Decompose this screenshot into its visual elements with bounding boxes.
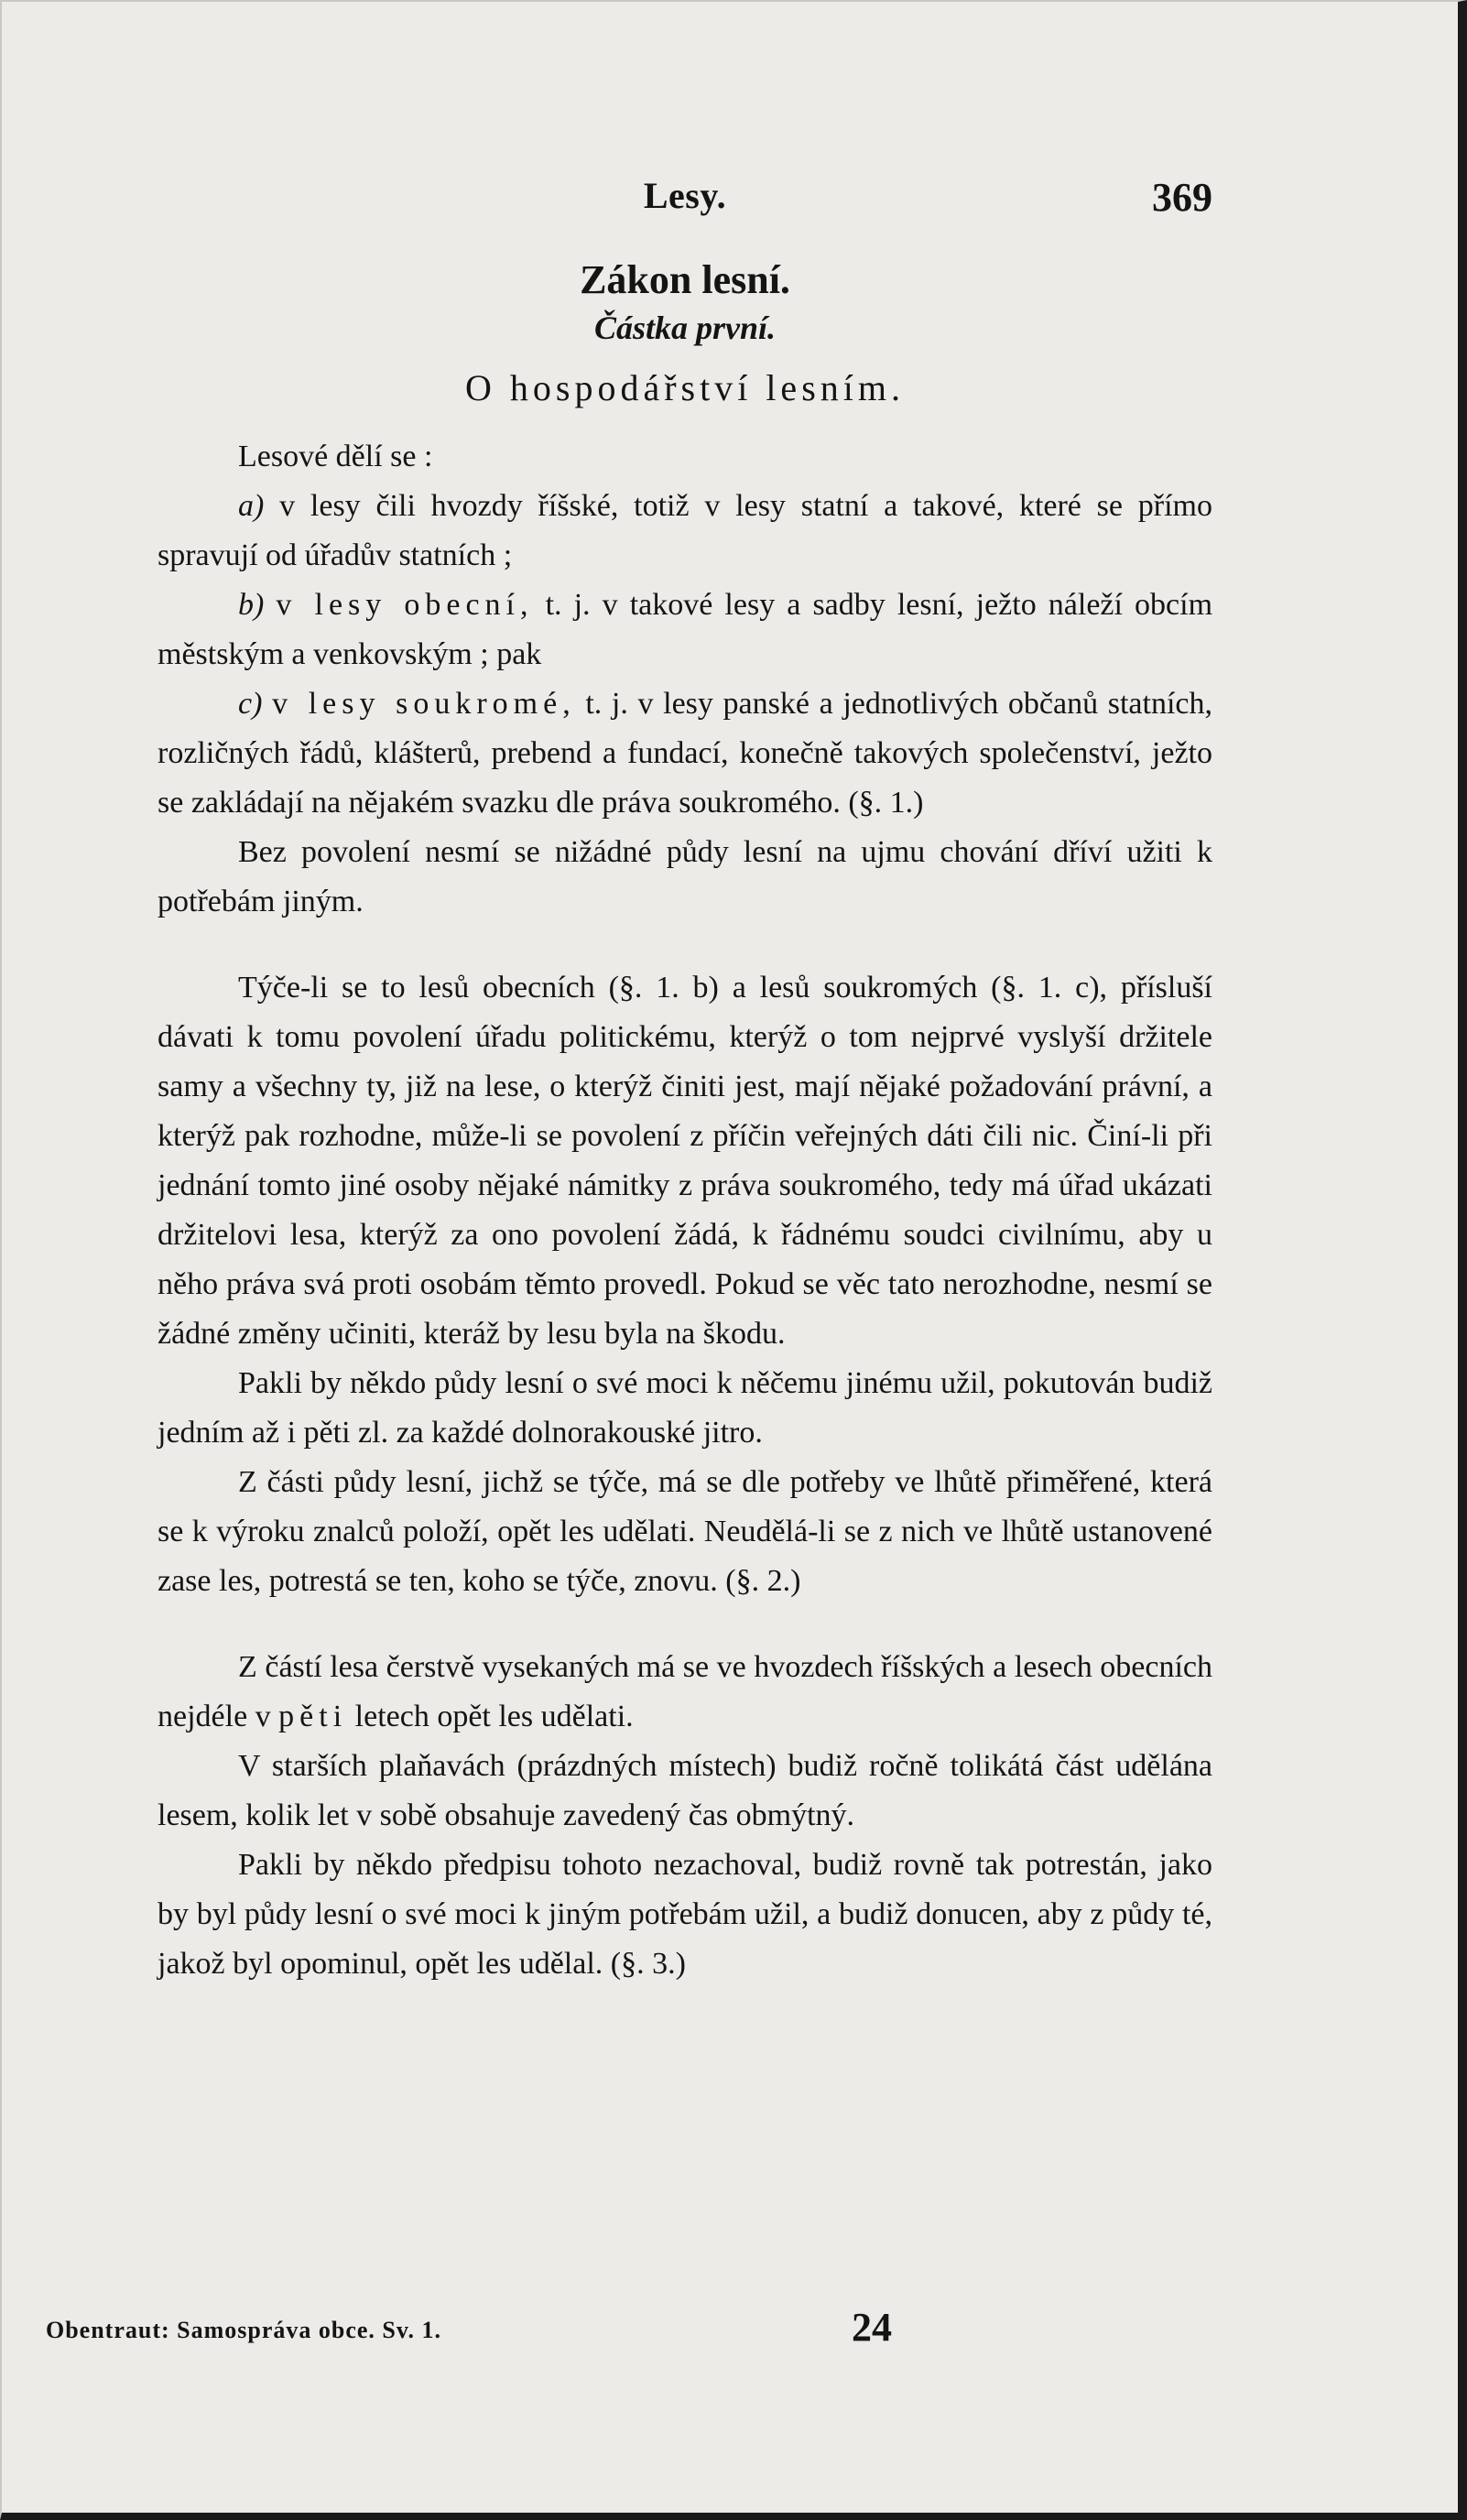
item-b-text: t. j. v takové lesy a sadby lesní, ježto náleží obcím městským a venkovským ; pak (158, 588, 1213, 671)
item-b-label: b) (238, 588, 265, 622)
paragraph-gap (158, 927, 1212, 963)
item-a (158, 482, 1212, 581)
footer-note: Obentraut: Samospráva obce. Sv. 1. (46, 2317, 441, 2343)
paragraph-5 (158, 1643, 1212, 1742)
paragraph-4: Z části půdy lesní, jichž se týče, má se dle potřeby ve lhůtě přiměřené, která se k výroku znalců položí, opět les udělati. Neudělá-li se z nich ve lhůtě ustanovené zase les, potrestá se ten, koho se týče, znovu. (§. 2.) (158, 1465, 1212, 1598)
section-title: O hospodářství lesním. (465, 367, 905, 408)
item-a-label: a) (238, 489, 265, 523)
page-footer (46, 2304, 1007, 2359)
paragraph-3: Pakli by někdo půdy lesní o své moci k něčemu jinému užil, pokutován budiž jedním až i pěti zl. za každé dolnorakouské jitro. (158, 1366, 1212, 1450)
item-c-term: v lesy soukromé, (272, 687, 576, 721)
part-title: Částka první. (593, 310, 777, 346)
page-number: 369 (1152, 175, 1212, 220)
paragraph-1: Bez povolení nesmí se nižádné půdy lesní na ujmu chování dříví užiti k potřebám jiným. (158, 835, 1212, 918)
item-c-label: c) (238, 687, 263, 721)
paragraph-5-term: pěti (278, 1700, 348, 1733)
paragraph-2: Týče-li se to lesů obecních (§. 1. b) a lesů soukromých (§. 1. c), přísluší dávati k tomu povolení úřadu politickému, kterýž o tom nejprvé vyslyší držitele samy a všechny ty, již na lese, o kterýž činiti jest, mají nějaké požadování právní, a kterýž pak rozhodne, může-li se povolení z příčin veřejných dáti čili nic. Činí-li při jednání tomto jiné osoby nějaké námitky z práva soukromého, tedy má úřad ukázati držitelovi lesa, kterýž za ono povolení žádá, k řádnému soudci civilnímu, aby u něho práva svá proti osobám těmto provedl. Pokud se věc tato nerozhodne, nesmí se žádné změny učiniti, kteráž by lesu byla na škodu. (158, 971, 1212, 1351)
paragraph-gap (158, 1606, 1212, 1643)
paragraph-6: V starších plaňavách (prázdných místech) budiž ročně tolikátá část udělána lesem, kolik let v sobě obsahuje zavedený čas obmýtný. (158, 1749, 1212, 1832)
paragraph-5-end: letech opět les udělati. (354, 1700, 634, 1733)
item-b-term: v lesy obecní, (276, 588, 534, 622)
item-a-text: v lesy čili hvozdy říšské, totiž v lesy statní a takové, které se přímo spravují od úřadův statních ; (158, 489, 1213, 572)
document-page (158, 174, 1212, 1989)
item-c-text: t. j. v lesy panské a jednotlivých občanů statních, rozličných řádů, klášterů, prebend a fundací, konečně takových společenství, ježto se zakládají na nějakém svazku dle práva soukromého. (§. 1.) (158, 687, 1213, 820)
signature-mark: 24 (852, 2305, 892, 2350)
item-b (158, 581, 1212, 679)
running-title: Lesy. (643, 175, 727, 216)
item-c (158, 679, 1212, 828)
intro-paragraph (158, 432, 1212, 482)
intro-text: Lesové dělí se : (238, 440, 433, 473)
law-title: Zákon lesní. (580, 257, 790, 302)
paragraph-5-start: Z částí lesa čerstvě vysekaných má se ve hvozdech říšských a lesech obecních nejdéle v (158, 1650, 1212, 1733)
paragraph-7: Pakli by někdo předpisu tohoto nezachoval, budiž rovně tak potrestán, jako by byl půdy lesní o své moci k jiným potřebám užil, a budiž donucen, aby z půdy té, jakož byl opominul, opět les udělal. (§. 3.) (158, 1848, 1212, 1981)
running-head (158, 174, 1212, 238)
